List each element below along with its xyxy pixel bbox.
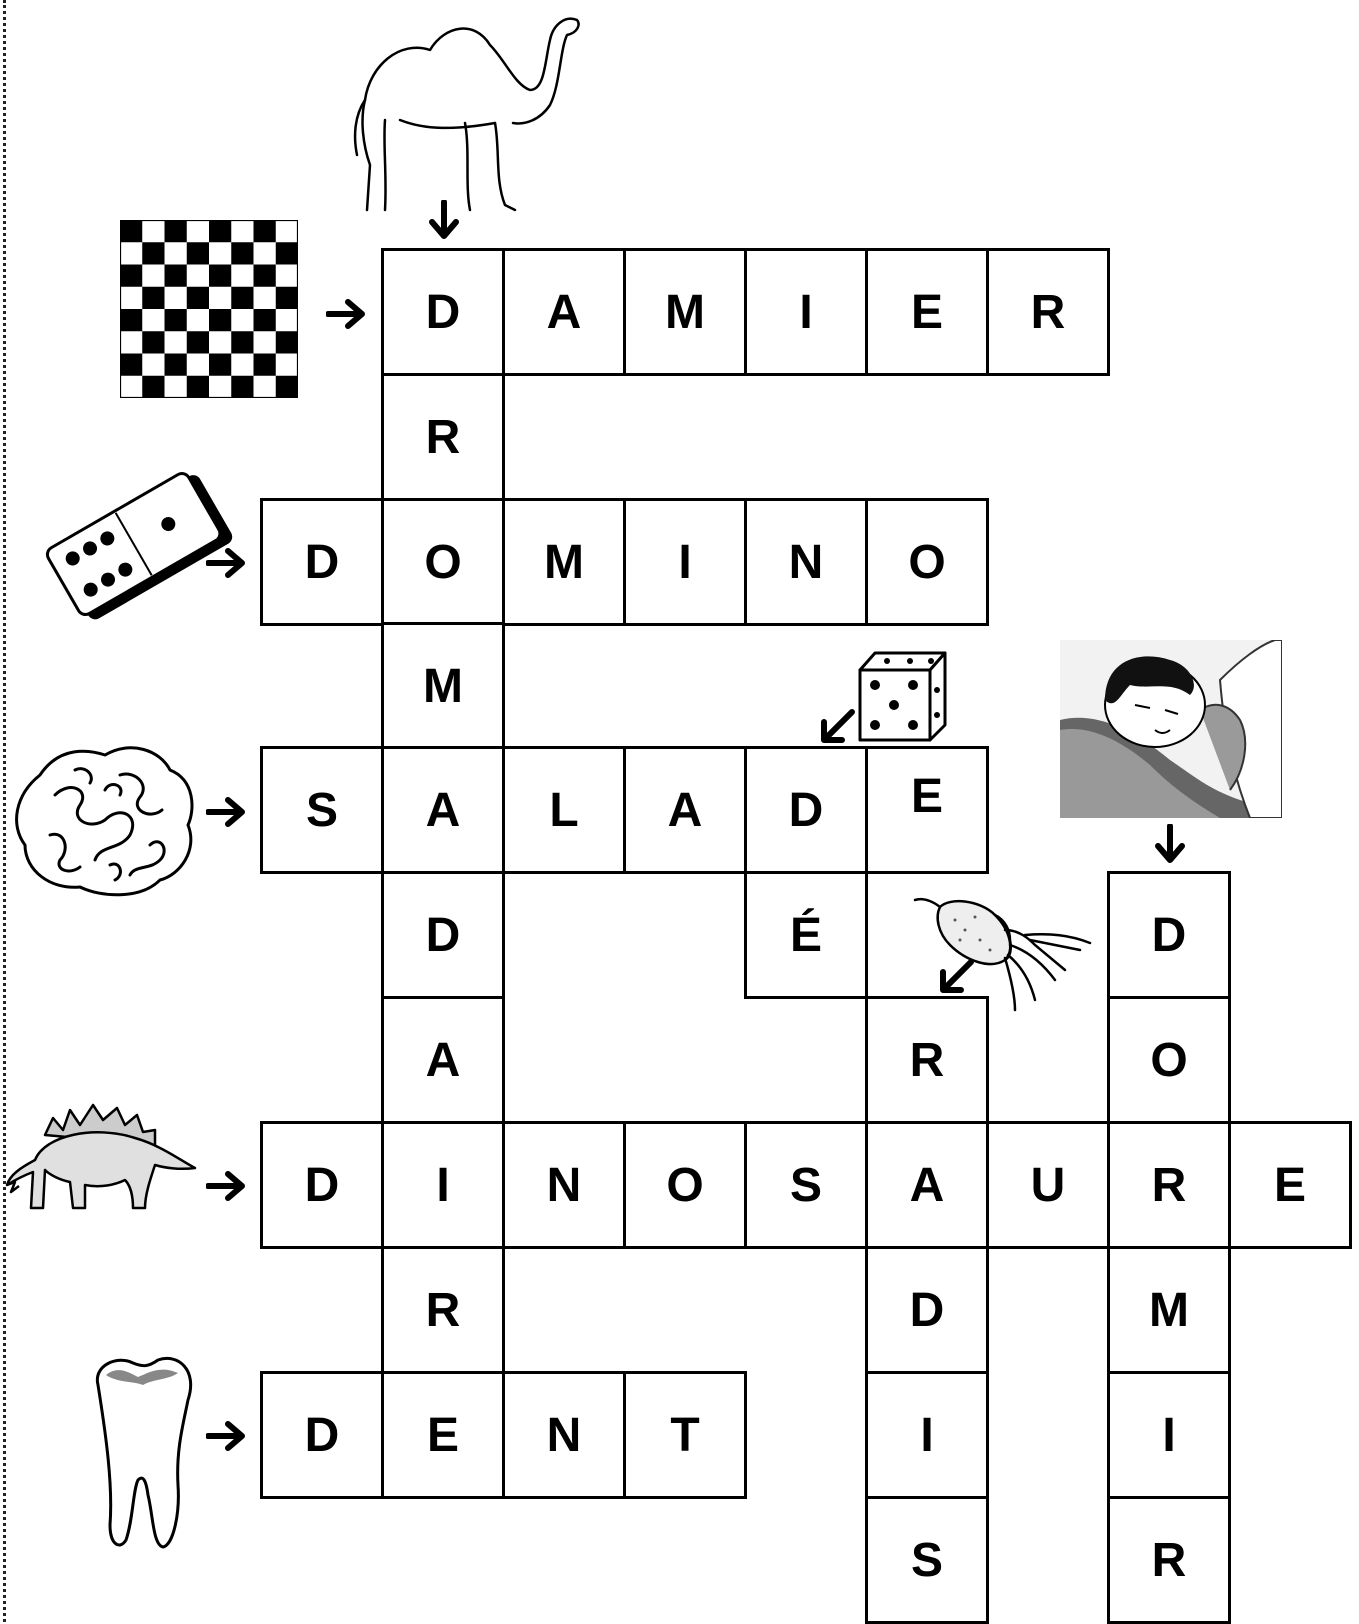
crossword-cell[interactable]: M [502, 498, 626, 626]
crossword-cell[interactable]: D [260, 1371, 384, 1499]
crossword-cell[interactable]: U [986, 1121, 1110, 1249]
crossword-cell[interactable]: M [381, 622, 505, 750]
crossword-cell[interactable]: O [865, 498, 989, 626]
crossword-cell[interactable]: I [744, 248, 868, 376]
crossword-cell[interactable]: R [1107, 1121, 1231, 1249]
crossword-cell[interactable]: M [623, 248, 747, 376]
crossword-cell[interactable]: A [381, 996, 505, 1124]
crossword-cell[interactable]: A [502, 248, 626, 376]
crossword-cell[interactable]: M [1107, 1246, 1231, 1374]
crossword-cell[interactable]: I [865, 1371, 989, 1499]
crossword-cell[interactable]: O [381, 498, 505, 626]
crossword-cell[interactable]: E [1228, 1121, 1352, 1249]
crossword-cell[interactable]: T [623, 1371, 747, 1499]
crossword-cell[interactable]: O [1107, 996, 1231, 1124]
crossword-cell[interactable]: R [381, 1246, 505, 1374]
crossword-cell[interactable]: N [502, 1121, 626, 1249]
crossword-cell[interactable]: R [1107, 1496, 1231, 1624]
crossword-cell[interactable]: N [502, 1371, 626, 1499]
crossword-cell[interactable]: E [865, 248, 989, 376]
crossword-cell[interactable]: D [865, 1246, 989, 1374]
crossword-cell[interactable]: O [623, 1121, 747, 1249]
crossword-cell[interactable]: A [623, 746, 747, 874]
crossword-cell[interactable]: E [381, 1371, 505, 1499]
crossword-cell[interactable]: N [744, 498, 868, 626]
crossword-cell[interactable]: S [865, 1496, 989, 1624]
crossword-cell[interactable]: R [381, 373, 505, 501]
crossword-cell[interactable]: I [1107, 1371, 1231, 1499]
crossword-cell[interactable]: D [381, 248, 505, 376]
crossword-cell[interactable]: A [381, 746, 505, 874]
crossword-cell[interactable]: D [260, 498, 384, 626]
crossword-cell[interactable]: É [744, 871, 868, 999]
crossword-cell[interactable]: A [865, 1121, 989, 1249]
crossword-cell[interactable]: D [260, 1121, 384, 1249]
crossword-cell[interactable]: S [260, 746, 384, 874]
crossword-cell[interactable]: R [865, 996, 989, 1124]
crossword-cell[interactable]: I [623, 498, 747, 626]
crossword-cell[interactable]: E [865, 746, 989, 874]
crossword-cell[interactable]: L [502, 746, 626, 874]
crossword-cell[interactable]: I [381, 1121, 505, 1249]
crossword-cell[interactable]: S [744, 1121, 868, 1249]
crossword-cell[interactable]: D [1107, 871, 1231, 999]
crossword-cell[interactable]: R [986, 248, 1110, 376]
crossword-cell[interactable]: D [744, 746, 868, 874]
crossword-cell[interactable]: D [381, 871, 505, 999]
